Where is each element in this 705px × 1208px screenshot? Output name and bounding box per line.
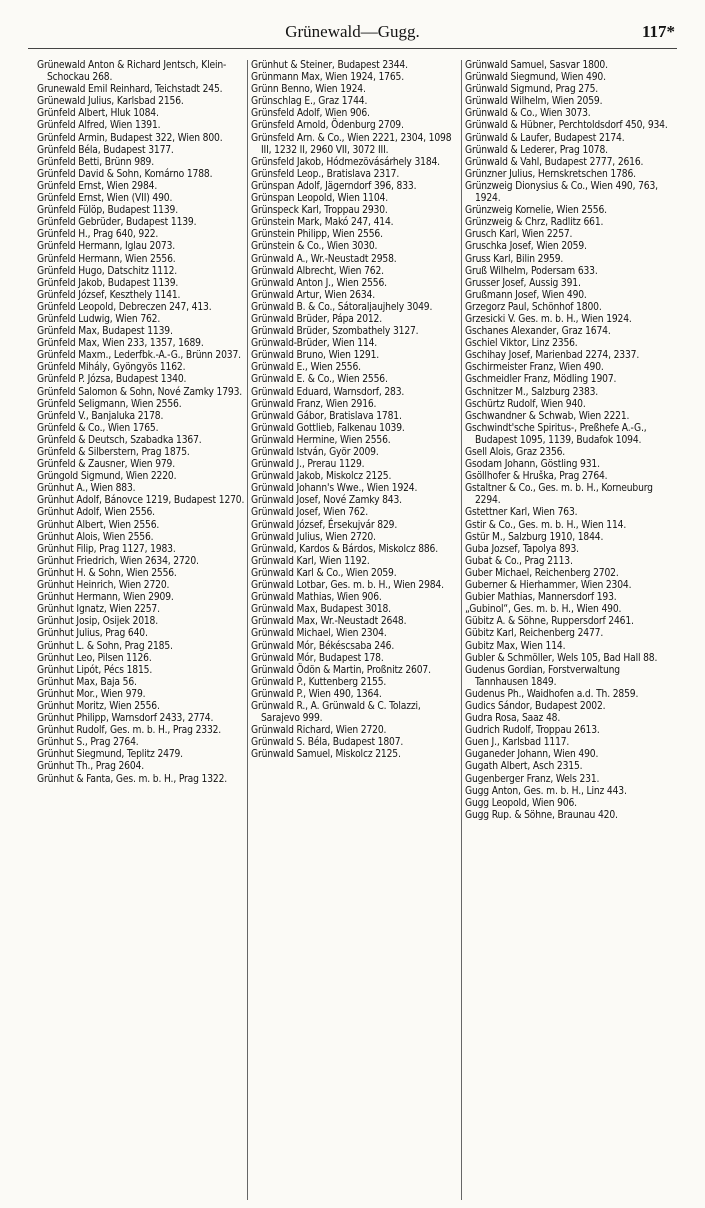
directory-entry: Grünhut S., Prag 2764.: [37, 737, 139, 749]
directory-entry: Grünhut Moritz, Wien 2556.: [37, 700, 160, 712]
directory-entry: Grünsfeld Adolf, Wien 906.: [251, 108, 370, 120]
directory-entry: Grunewald Emil Reinhard, Teichstadt 245.: [37, 84, 223, 96]
page-header: [28, 8, 677, 49]
directory-entry: Grünwald Michael, Wien 2304.: [251, 628, 387, 640]
directory-entry: Grünfeld Fülöp, Budapest 1139.: [37, 205, 178, 217]
directory-entry: Gudenus Ph., Waidhofen a.d. Th. 2859.: [465, 688, 639, 700]
directory-entry: Grzegorz Paul, Schönhof 1800.: [465, 301, 602, 313]
directory-entry: Grünstein Mark, Makó 247, 414.: [251, 217, 394, 229]
directory-entry: Grünwald & Co., Wien 3073.: [465, 108, 591, 120]
directory-entry: Grünhut A., Wien 883.: [37, 483, 136, 495]
directory-entry: Grünfeld Jakob, Budapest 1139.: [37, 277, 179, 289]
directory-entry: Grünstein & Co., Wien 3030.: [251, 241, 378, 253]
directory-entry: Grünstein Philipp, Wien 2556.: [251, 229, 383, 241]
directory-entry: Grünspeck Karl, Troppau 2930.: [251, 205, 388, 217]
directory-entry: Gsell Alois, Graz 2356.: [465, 447, 566, 458]
directory-entry: Grünwald E., Wien 2556.: [251, 362, 361, 374]
directory-entry: Gruschka Josef, Wien 2059.: [465, 241, 587, 253]
directory-entry: Gugg Rup. & Söhne, Braunau 420.: [465, 809, 618, 821]
directory-entry: Grünwald Wilhelm, Wien 2059.: [465, 96, 603, 108]
directory-entry: Grünwald Hermine, Wien 2556.: [251, 434, 391, 446]
directory-entry: Gsodam Johann, Göstling 931.: [465, 459, 600, 471]
directory-entry: Gugg Leopold, Wien 906.: [465, 797, 577, 809]
directory-entry: Grünfeld & Co., Wien 1765.: [37, 422, 159, 434]
directory-entry: Gstür M., Salzburg 1910, 1844.: [465, 531, 604, 543]
directory-entry: Grünfeld Albert, Hluk 1084.: [37, 108, 159, 120]
directory-entry: Grünfeld Gebrüder, Budapest 1139.: [37, 217, 197, 229]
column-1: [37, 60, 247, 786]
directory-entry: Gugg Anton, Ges. m. b. H., Linz 443.: [465, 785, 627, 797]
directory-entry: Grünwald & Lederer, Prag 1078.: [465, 144, 608, 156]
directory-entry: Gubler & Schmöller, Wels 105, Bad Hall 88.: [465, 652, 658, 664]
directory-entry: Guberner & Hierhammer, Wien 2304.: [465, 580, 632, 592]
directory-entry: Grünwald Josef, Wien 762.: [251, 507, 369, 519]
directory-entry: Gubat & Co., Prag 2113.: [465, 555, 573, 567]
directory-entry: Grünwald Josef, Nové Zamky 843.: [251, 495, 402, 507]
directory-entry: Grünhut Filip, Prag 1127, 1983.: [37, 543, 176, 555]
directory-entry: Grünfeld & Zausner, Wien 979.: [37, 459, 176, 471]
directory-entry: Grünhut L. & Sohn, Prag 2185.: [37, 640, 173, 652]
page-number: 117*: [641, 22, 675, 41]
directory-entry: Grüngold Sigmund, Wien 2220.: [37, 471, 177, 483]
directory-entry: Grünfeld Alfred, Wien 1391.: [37, 120, 161, 132]
directory-entry: Grünwald Artur, Wien 2634.: [251, 289, 375, 301]
directory-entry: Grünwald & Vahl, Budapest 2777, 2616.: [465, 156, 644, 168]
directory-entry: Grünwald Samuel, Miskolcz 2125.: [251, 749, 401, 761]
directory-entry: Grünzner Julius, Hernskretschen 1786.: [465, 168, 636, 180]
directory-entry: Grünfeld Ludwig, Wien 762.: [37, 313, 161, 325]
directory-entry: Grünspan Leopold, Wien 1104.: [251, 193, 388, 205]
directory-entry: Grünwald István, Györ 2009.: [251, 447, 379, 458]
directory-entry: Gubitz Max, Wien 114.: [465, 640, 566, 652]
directory-entry: Grünhut Adolf, Wien 2556.: [37, 507, 155, 519]
directory-entry: Grünschlag E., Graz 1744.: [251, 96, 368, 108]
directory-entry: Gstaltner & Co., Ges. m. b. H., Korneuburg 2294.: [465, 483, 653, 507]
directory-entry: Grünzweig Dionysius & Co., Wien 490, 763, 1924.: [465, 180, 658, 205]
directory-entry: Grünwald Sigmund, Prag 275.: [465, 84, 599, 96]
directory-entry: Grünwald A., Wr.-Neustadt 2958.: [251, 253, 397, 265]
directory-entry: Gsöllhofer & Hruška, Prag 2764.: [465, 471, 608, 483]
directory-entry: Grünwald, Kardos & Bárdos, Miskolcz 886.: [251, 543, 438, 555]
directory-entry: Guba Jozsef, Tapolya 893.: [465, 543, 579, 555]
directory-entry: Gruss Karl, Bilin 2959.: [465, 253, 564, 265]
directory-entry: Grünewald Julius, Karlsbad 2156.: [37, 96, 184, 108]
directory-entry: Grünwald Bruno, Wien 1291.: [251, 350, 380, 362]
directory-entry: Grusser Josef, Aussig 391.: [465, 277, 581, 289]
directory-entry: Grünwald Karl & Co., Wien 2059.: [251, 567, 397, 579]
directory-entry: Grünsfeld Arnold, Ödenburg 2709.: [251, 120, 404, 132]
directory-entry: Grünfeld Hermann, Wien 2556.: [37, 253, 176, 265]
directory-entry: Grünwald J., Prerau 1129.: [251, 459, 365, 471]
directory-entry: Grünhut Ignatz, Wien 2257.: [37, 604, 160, 616]
directory-entry: Grünhut Hermann, Wien 2909.: [37, 592, 174, 604]
directory-entry: Gruß Wilhelm, Podersam 633.: [465, 265, 598, 277]
directory-entry: Grünwald Mathias, Wien 906.: [251, 592, 382, 604]
directory-entry: Gschihay Josef, Marienbad 2274, 2337.: [465, 350, 640, 362]
directory-entry: Gschiel Viktor, Linz 2356.: [465, 338, 578, 350]
directory-entry: Grünsfeld Jakob, Hódmezövásárhely 3184.: [251, 156, 440, 168]
directory-entry: Grünwald József, Érsekujvár 829.: [251, 519, 398, 531]
directory-entry: Grünsfeld Arn. & Co., Wien 2221, 2304, 1098 III, 1232 II, 2960 VII, 3072 III.: [251, 132, 452, 156]
directory-entry: Guen J., Karlsbad 1117.: [465, 737, 570, 749]
directory-entry: Grünwald Mór, Budapest 178.: [251, 652, 384, 664]
directory-entry: Grünhut Th., Prag 2604.: [37, 761, 144, 773]
directory-entry: Grünwald Anton J., Wien 2556.: [251, 277, 387, 289]
directory-entry: Grünhut Philipp, Warnsdorf 2433, 2774.: [37, 713, 214, 725]
directory-entry: Grünwald Mór, Békéscsaba 246.: [251, 640, 395, 652]
directory-entry: Grünhut Friedrich, Wien 2634, 2720.: [37, 555, 199, 567]
directory-entry: Grünwald Samuel, Sasvar 1800.: [465, 60, 608, 71]
directory-entry: Grußmann Josef, Wien 490.: [465, 289, 587, 301]
directory-entry: Grünhut Rudolf, Ges. m. b. H., Prag 2332.: [37, 725, 222, 737]
directory-entry: Gschwandner & Schwab, Wien 2221.: [465, 410, 630, 422]
directory-entry: Gübitz Karl, Reichenberg 2477.: [465, 628, 604, 640]
directory-entry: Grünfeld Mihály, Gyöngyös 1162.: [37, 362, 186, 374]
directory-entry: Grünwald & Laufer, Budapest 2174.: [465, 132, 625, 144]
column-2: [251, 60, 461, 761]
directory-entry: Grünfeld Armin, Budapest 322, Wien 800.: [37, 132, 223, 144]
directory-entry: Grünhut Max, Baja 56.: [37, 676, 137, 688]
directory-entry: Grünhut Josip, Osijek 2018.: [37, 616, 159, 628]
directory-entry: Grünwald Johann's Wwe., Wien 1924.: [251, 483, 418, 495]
directory-entry: Guber Michael, Reichenberg 2702.: [465, 567, 619, 579]
directory-entry: Grünfeld Hermann, Iglau 2073.: [37, 241, 176, 253]
directory-columns: [37, 60, 673, 1200]
directory-entry: Grünzweig & Chrz, Radlitz 661.: [465, 217, 604, 229]
directory-entry: Grünfeld József, Keszthely 1141.: [37, 289, 181, 301]
column-divider: [247, 60, 248, 1200]
directory-entry: Gubier Mathias, Mannersdorf 193.: [465, 592, 617, 604]
directory-entry: Grünwald P., Wien 490, 1364.: [251, 688, 382, 700]
directory-entry: Grünhut & Steiner, Budapest 2344.: [251, 60, 408, 71]
directory-entry: Gübitz A. & Söhne, Ruppersdorf 2461.: [465, 616, 634, 628]
directory-entry: Grünhut Adolf, Bánovce 1219, Budapest 1270.: [37, 495, 245, 507]
directory-entry: Gudics Sándor, Budapest 2002.: [465, 700, 606, 712]
directory-entry: Grünsfeld Leop., Bratislava 2317.: [251, 168, 400, 180]
directory-entry: Grünfeld Betti, Brünn 989.: [37, 156, 155, 168]
directory-entry: Grzesicki V. Ges. m. b. H., Wien 1924.: [465, 313, 632, 325]
directory-entry: Grünwald Lotbar, Ges. m. b. H., Wien 2984.: [251, 580, 444, 592]
directory-entry: Grünspan Adolf, Jägerndorf 396, 833.: [251, 180, 417, 192]
directory-entry: Grünmann Max, Wien 1924, 1765.: [251, 72, 404, 84]
directory-entry: Grünwald Max, Wr.-Neustadt 2648.: [251, 616, 407, 628]
directory-entry: Grünfeld David & Sohn, Komárno 1788.: [37, 168, 213, 180]
directory-entry: Grünfeld Béla, Budapest 3177.: [37, 144, 174, 156]
directory-entry: Gschnitzer M., Salzburg 2383.: [465, 386, 599, 398]
directory-entry: Grünhut Lipót, Pécs 1815.: [37, 664, 153, 676]
directory-entry: Grusch Karl, Wien 2257.: [465, 229, 573, 241]
directory-entry: Grünfeld Maxm., Lederfbk.-A.-G., Brünn 2037.: [37, 350, 241, 362]
directory-entry: Grünfeld Hugo, Datschitz 1112.: [37, 265, 178, 277]
directory-entry: Grünn Benno, Wien 1924.: [251, 84, 366, 96]
directory-entry: Grünhut Alois, Wien 2556.: [37, 531, 154, 543]
directory-entry: Grünwald R., A. Grünwald & C. Tolazzi, Sarajevo 999.: [251, 700, 421, 725]
directory-entry: Grünhut Mor., Wien 979.: [37, 688, 146, 700]
directory-entry: Grünwald Brüder, Pápa 2012.: [251, 313, 382, 325]
directory-entry: Grünwald Julius, Wien 2720.: [251, 531, 376, 543]
directory-entry: Grünewald Anton & Richard Jentsch, Klein-Schockau 268.: [37, 60, 227, 84]
directory-entry: Grünwald Gottlieb, Falkenau 1039.: [251, 422, 405, 434]
directory-entry: Gudenus Gordian, Forstverwaltung Tannhausen 1849.: [465, 664, 620, 688]
column-3: [465, 60, 675, 822]
directory-entry: Grünwald Eduard, Warnsdorf, 283.: [251, 386, 405, 398]
directory-entry: Gschmeidler Franz, Mödling 1907.: [465, 374, 617, 386]
directory-entry: Grünfeld Max, Wien 233, 1357, 1689.: [37, 338, 204, 350]
directory-entry: Grünwald Brüder, Szombathely 3127.: [251, 326, 419, 338]
column-divider: [461, 60, 462, 1200]
directory-entry: Grünwald Albrecht, Wien 762.: [251, 265, 384, 277]
directory-entry: Grünfeld & Silberstern, Prag 1875.: [37, 447, 190, 458]
directory-entry: Grünwald Richard, Wien 2720.: [251, 725, 387, 737]
directory-entry: Grünwald Siegmund, Wien 490.: [465, 72, 606, 84]
directory-entry: Gschürtz Rudolf, Wien 940.: [465, 398, 586, 410]
directory-entry: Grünwald Franz, Wien 2916.: [251, 398, 377, 410]
directory-entry: Gschwindt'sche Spiritus-, Preßhefe A.-G., Budapest 1095, 1139, Budafok 1094.: [465, 422, 647, 446]
directory-entry: Grünwald Ödön & Martin, Proßnitz 2607.: [251, 664, 431, 676]
directory-entry: Grünwald & Hübner, Perchtoldsdorf 450, 934.: [465, 120, 668, 132]
directory-entry: Grünfeld Max, Budapest 1139.: [37, 326, 173, 338]
directory-entry: Grünfeld Salomon & Sohn, Nové Zamky 1793.: [37, 386, 243, 398]
directory-entry: Grünhut Leo, Pilsen 1126.: [37, 652, 152, 664]
directory-entry: Gstettner Karl, Wien 763.: [465, 507, 578, 519]
directory-entry: Grünfeld Ernst, Wien 2984.: [37, 180, 158, 192]
directory-entry: Grünwald Jakob, Miskolcz 2125.: [251, 471, 392, 483]
directory-entry: Grünwald P., Kuttenberg 2155.: [251, 676, 387, 688]
directory-entry: Grünwald B. & Co., Sátoraljaujhely 3049.: [251, 301, 433, 313]
directory-entry: Grünzweig Kornelie, Wien 2556.: [465, 205, 607, 217]
directory-entry: Gugenberger Franz, Wels 231.: [465, 773, 600, 785]
directory-entry: Gugath Albert, Asch 2315.: [465, 761, 583, 773]
directory-entry: Grünhut Albert, Wien 2556.: [37, 519, 160, 531]
directory-entry: Grünhut H. & Sohn, Wien 2556.: [37, 567, 177, 579]
directory-entry: „Gubinol“, Ges. m. b. H., Wien 490.: [465, 604, 622, 616]
directory-entry: Gudrich Rudolf, Troppau 2613.: [465, 725, 600, 737]
page-title: Grünewald—Gugg.: [285, 22, 420, 41]
directory-entry: Grünhut Julius, Prag 640.: [37, 628, 148, 640]
directory-entry: Grünwald-Brüder, Wien 114.: [251, 338, 378, 350]
directory-entry: Grünwald Gábor, Bratislava 1781.: [251, 410, 402, 422]
directory-entry: Grünwald E. & Co., Wien 2556.: [251, 374, 388, 386]
directory-entry: Grünfeld V., Banjaluka 2178.: [37, 410, 164, 422]
directory-entry: Grünfeld P. Józsa, Budapest 1340.: [37, 374, 187, 386]
directory-entry: Grünfeld Ernst, Wien (VII) 490.: [37, 193, 173, 205]
directory-entry: Gudra Rosa, Saaz 48.: [465, 713, 561, 725]
directory-entry: Grünwald S. Béla, Budapest 1807.: [251, 737, 404, 749]
directory-entry: Grünwald Karl, Wien 1192.: [251, 555, 370, 567]
directory-entry: Grünfeld H., Prag 640, 922.: [37, 229, 159, 241]
directory-entry: Grünfeld Seligmann, Wien 2556.: [37, 398, 182, 410]
directory-entry: Gschirmeister Franz, Wien 490.: [465, 362, 604, 374]
directory-entry: Gschanes Alexander, Graz 1674.: [465, 326, 611, 338]
directory-entry: Gstir & Co., Ges. m. b. H., Wien 114.: [465, 519, 627, 531]
directory-entry: Grünhut Heinrich, Wien 2720.: [37, 580, 170, 592]
directory-entry: Grünhut Siegmund, Teplitz 2479.: [37, 749, 183, 761]
directory-entry: Grünhut & Fanta, Ges. m. b. H., Prag 1322.: [37, 773, 228, 785]
directory-entry: Grünfeld & Deutsch, Szabadka 1367.: [37, 434, 202, 446]
directory-entry: Grünwald Max, Budapest 3018.: [251, 604, 391, 616]
directory-entry: Grünfeld Leopold, Debreczen 247, 413.: [37, 301, 212, 313]
directory-entry: Guganeder Johann, Wien 490.: [465, 749, 599, 761]
